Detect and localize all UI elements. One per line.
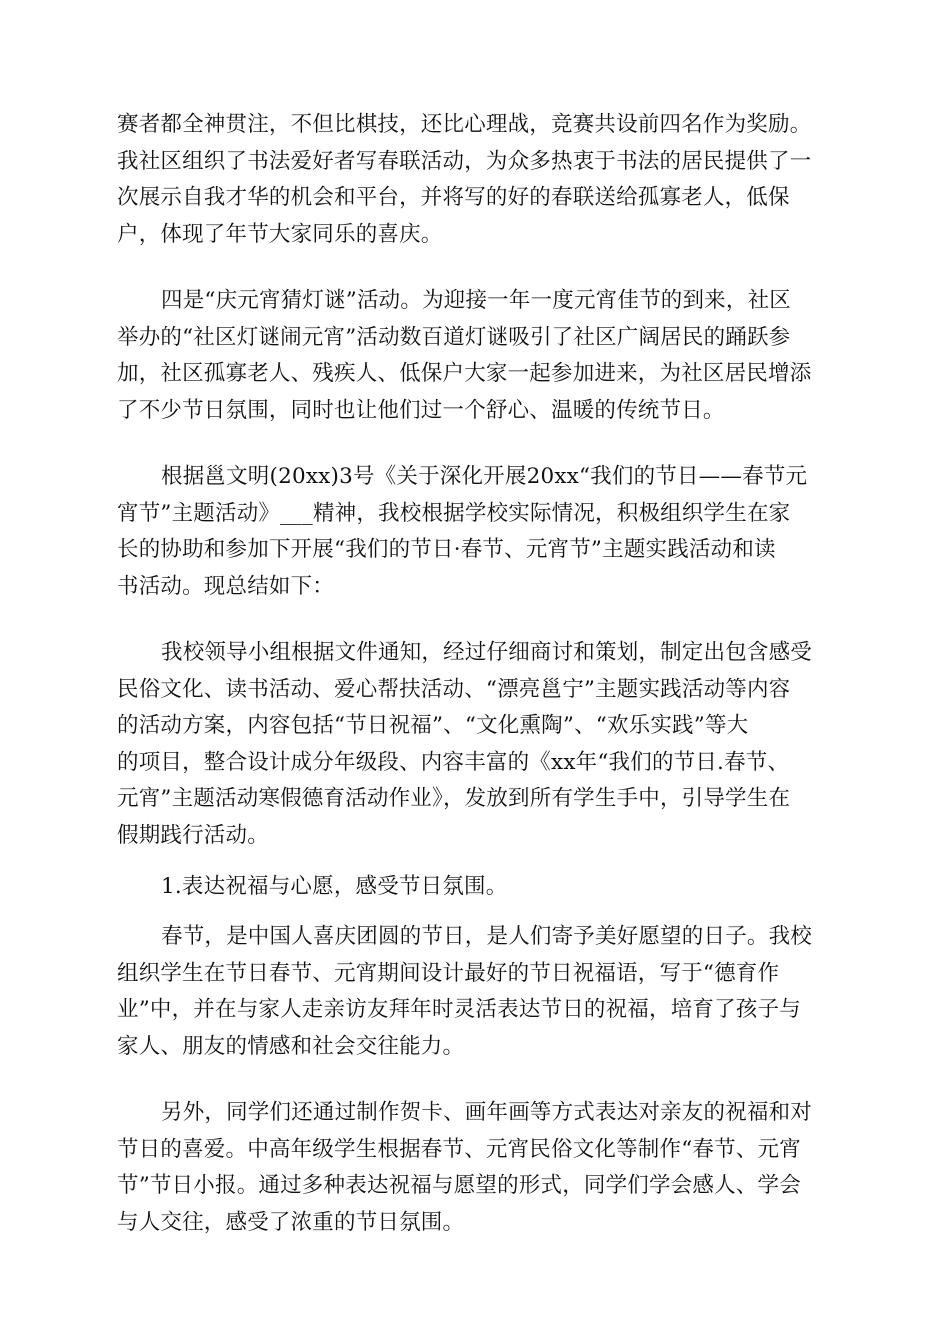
paragraph-line: 举办的“社区灯谜闹元宵”活动数百道灯谜吸引了社区广阔居民的踊跃参 <box>117 324 791 350</box>
paragraph-line: 了不少节日氛围，同时也让他们过一个舒心、温暖的传统节日。 <box>117 397 725 423</box>
paragraph-line: 家人、朋友的情感和社会交往能力。 <box>117 1033 465 1059</box>
paragraph-line: 户，体现了年节大家同乐的喜庆。 <box>117 221 443 247</box>
paragraph-line: 春节，是中国人喜庆团圆的节日，是人们寄予美好愿望的日子。我校 <box>161 924 813 949</box>
paragraph-line: 的活动方案，内容包括“节日祝福”、“文化熏陶”、“欢乐实践”等大 <box>117 713 749 738</box>
paragraph <box>117 107 833 253</box>
paragraph <box>117 635 833 854</box>
paragraph-line: 赛者都全神贯注，不但比棋技，还比心理战，竞赛共设前四名作为奖励。 <box>117 112 812 137</box>
paragraph <box>117 283 833 429</box>
paragraph-line: 假期践行活动。 <box>117 822 269 848</box>
paragraph-line: 元宵”主题活动寒假德育活动作业》，发放到所有学生手中，引导学生在 <box>117 786 791 811</box>
paragraph-line: 业”中，并在与家人走亲访友拜年时灵活表达节日的祝福，培育了孩子与 <box>117 997 801 1022</box>
paragraph-line: 民俗文化、读书活动、爱心帮扶活动、“漂亮邕宁”主题实践活动等内容 <box>117 676 791 702</box>
paragraph-line: 我校领导小组根据文件通知，经过仔细商讨和策划，制定出包含感受 <box>161 640 813 665</box>
paragraph-line: 的项目，整合设计成分年级段、内容丰富的《xx年“我们的节日.春节、 <box>117 749 790 775</box>
paragraph-line: 加，社区孤寡老人、残疾人、低保户大家一起参加进来，为社区居民增添 <box>117 361 812 386</box>
paragraph <box>117 459 833 605</box>
paragraph-line: 根据邕文明(20xx)3号《关于深化开展20xx“我们的节日——春节元 <box>161 464 808 489</box>
paragraph-line: 宵节”主题活动》___精神，我校根据学校实际情况，积极组织学生在家 <box>117 500 791 526</box>
paragraph-line: 长的协助和参加下开展“我们的节日·春节、元宵节”主题实践活动和读 <box>117 537 776 562</box>
paragraph-line: 次展示自我才华的机会和平台，并将写的好的春联送给孤寡老人，低保 <box>117 185 790 210</box>
paragraph-line: 我社区组织了书法爱好者写春联活动，为众多热衷于书法的居民提供了一 <box>117 148 812 174</box>
paragraph-line: 节日的喜爱。中高年级学生根据春节、元宵民俗文化等制作“春节、元宵 <box>117 1136 801 1162</box>
paragraph-line: 组织学生在节日春节、元宵期间设计最好的节日祝福语，写于“德育作 <box>117 960 780 986</box>
paragraph <box>117 1095 833 1241</box>
paragraph-line: 节”节日小报。通过多种表达祝福与愿望的形式，同学们学会感人、学会 <box>117 1173 801 1198</box>
paragraph <box>117 919 833 1065</box>
paragraph-line: 四是“庆元宵猜灯谜”活动。为迎接一年一度元宵佳节的到来，社区 <box>161 288 791 313</box>
paragraph <box>117 869 833 906</box>
paragraph-line: 书活动。现总结如下： <box>117 573 335 599</box>
paragraph-line: 1.表达祝福与心愿，感受节日氛围。 <box>161 874 508 899</box>
paragraph-line: 与人交往，感受了浓重的节日氛围。 <box>117 1209 465 1235</box>
paragraph-line: 另外，同学们还通过制作贺卡、画年画等方式表达对亲友的祝福和对 <box>161 1100 813 1125</box>
